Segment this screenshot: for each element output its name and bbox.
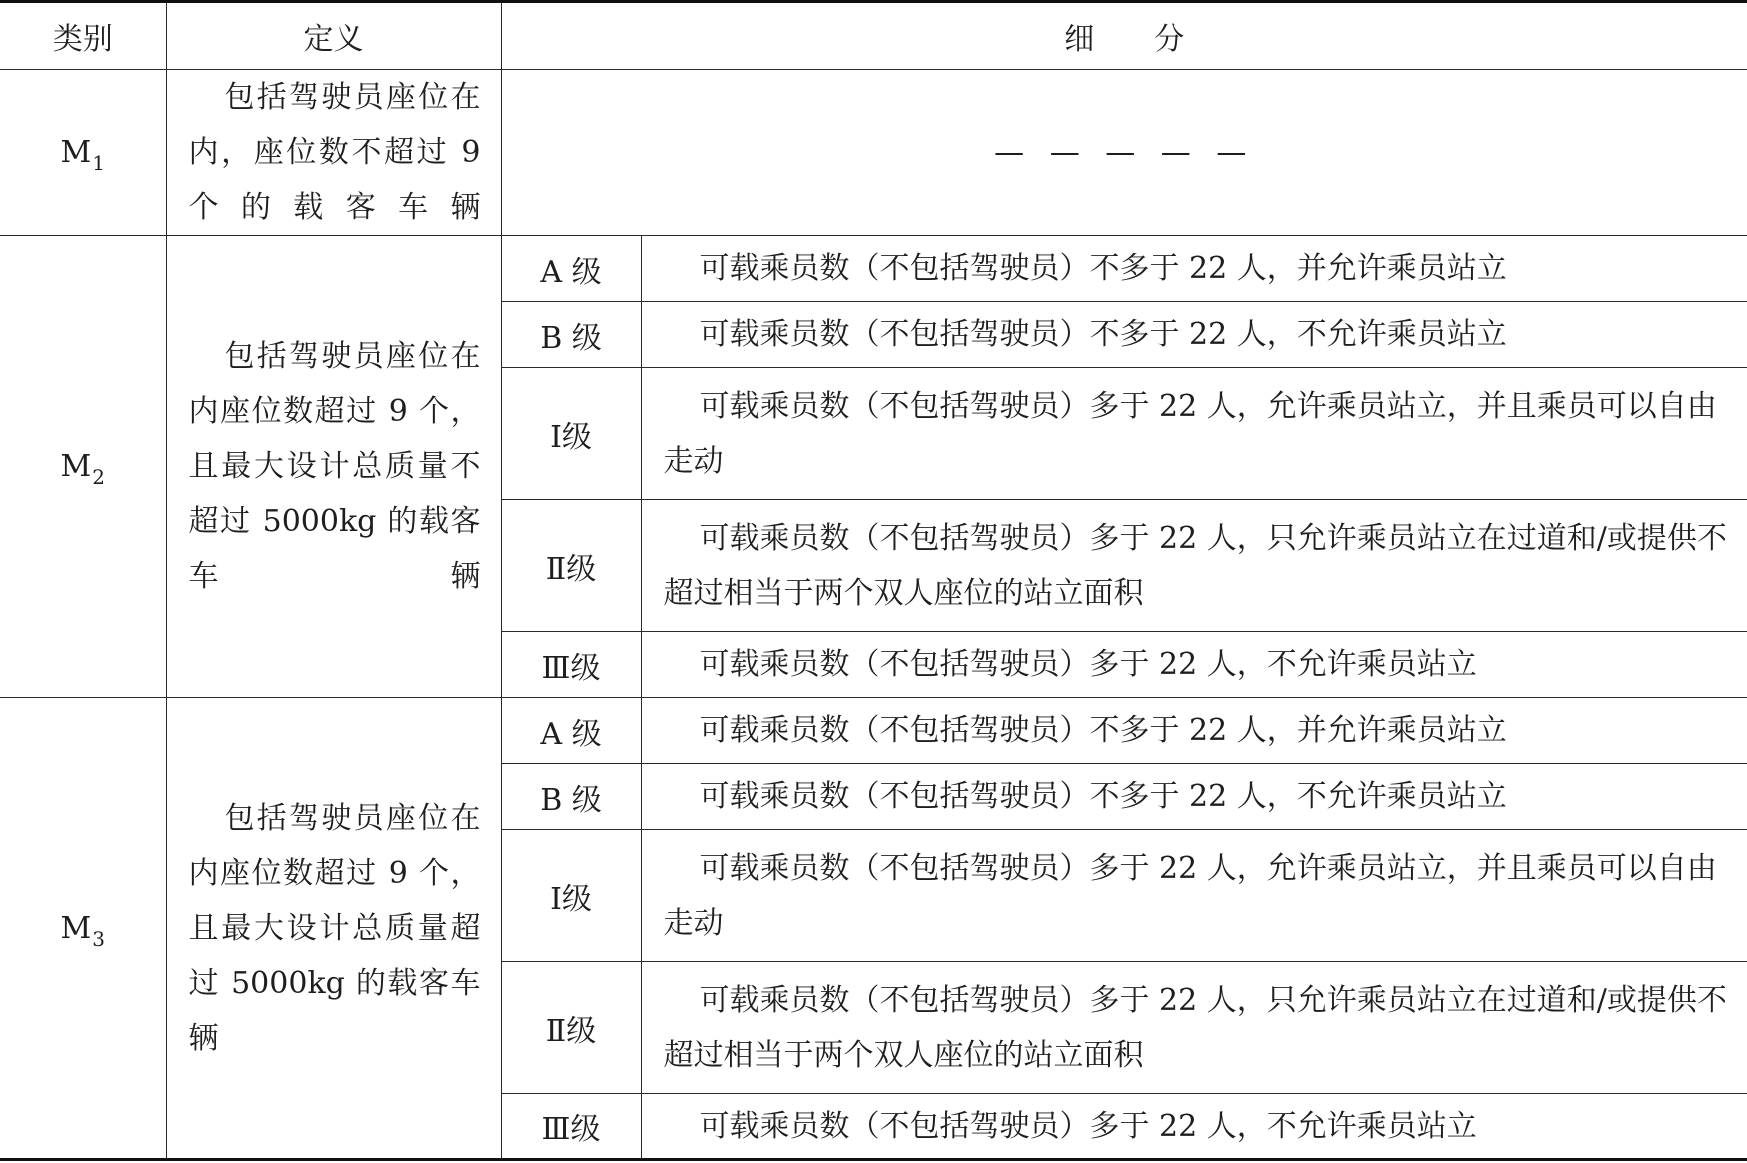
table-row-m3-a xyxy=(0,698,1747,764)
description-text: 可载乘员数（不包括驾驶员）不多于 22 人，不允许乘员站立 xyxy=(699,779,1507,814)
subdivision-m1-none: — — — — — xyxy=(501,70,1747,236)
description-cell xyxy=(641,1094,1747,1160)
category-m1 xyxy=(0,70,166,236)
definition-text: 包括驾驶员座位在内座位数超过 9 个，且最大设计总质量超过 5000kg 的载客车辆 xyxy=(188,800,481,1056)
header-category: 类别 xyxy=(0,2,166,70)
level-cell: A 级 xyxy=(501,698,641,764)
header-row xyxy=(0,2,1747,70)
definition-text: 包括驾驶员座位在内座位数超过 9 个，且最大设计总质量不超过 5000kg 的载客车辆 xyxy=(188,339,481,594)
description-text: 可载乘员数（不包括驾驶员）多于 22 人，只允许乘员站立在过道和/或提供不超过相当于两个双人座位的站立面积 xyxy=(663,982,1727,1073)
description-cell xyxy=(641,830,1747,962)
level-cell: B 级 xyxy=(501,764,641,830)
description-cell xyxy=(641,632,1747,698)
level-cell: B 级 xyxy=(501,302,641,368)
header-definition: 定义 xyxy=(166,2,501,70)
description-text: 可载乘员数（不包括驾驶员）不多于 22 人，并允许乘员站立 xyxy=(699,251,1507,286)
category-m3 xyxy=(0,698,166,1160)
table-row-m2-a xyxy=(0,236,1747,302)
description-cell xyxy=(641,698,1747,764)
category-subscript: 3 xyxy=(92,926,105,951)
description-cell xyxy=(641,764,1747,830)
category-letter: M xyxy=(60,910,92,946)
description-cell xyxy=(641,962,1747,1094)
level-cell: Ⅲ级 xyxy=(501,1094,641,1160)
description-text: 可载乘员数（不包括驾驶员）多于 22 人，不允许乘员站立 xyxy=(699,1108,1477,1144)
level-cell: Ⅰ级 xyxy=(501,368,641,500)
category-m2 xyxy=(0,236,166,698)
definition-m1 xyxy=(166,70,501,236)
description-cell xyxy=(641,368,1747,500)
level-cell: Ⅲ级 xyxy=(501,632,641,698)
description-text: 可载乘员数（不包括驾驶员）多于 22 人，只允许乘员站立在过道和/或提供不超过相当于两个双人座位的站立面积 xyxy=(663,520,1727,611)
level-cell: A 级 xyxy=(501,236,641,302)
category-subscript: 1 xyxy=(92,151,105,175)
definition-text: 包括驾驶员座位在内，座位数不超过 9 个的载客车辆 xyxy=(188,80,481,225)
level-cell: Ⅱ级 xyxy=(501,962,641,1094)
description-text: 可载乘员数（不包括驾驶员）多于 22 人，允许乘员站立，并且乘员可以自由走动 xyxy=(663,850,1717,941)
description-text: 可载乘员数（不包括驾驶员）多于 22 人，不允许乘员站立 xyxy=(699,647,1477,682)
category-letter: M xyxy=(60,135,92,170)
category-subscript: 2 xyxy=(92,465,105,489)
category-letter: M xyxy=(60,449,92,484)
description-cell xyxy=(641,236,1747,302)
level-cell: Ⅰ级 xyxy=(501,830,641,962)
definition-m2 xyxy=(166,236,501,698)
definition-m3 xyxy=(166,698,501,1160)
level-cell: Ⅱ级 xyxy=(501,500,641,632)
description-text: 可载乘员数（不包括驾驶员）不多于 22 人，不允许乘员站立 xyxy=(699,317,1507,352)
description-text: 可载乘员数（不包括驾驶员）多于 22 人，允许乘员站立，并且乘员可以自由走动 xyxy=(663,388,1717,479)
description-text: 可载乘员数（不包括驾驶员）不多于 22 人，并允许乘员站立 xyxy=(699,713,1507,748)
table-row-m1 xyxy=(0,70,1747,236)
header-subdivision: 细 分 xyxy=(501,2,1747,70)
description-cell xyxy=(641,500,1747,632)
description-cell xyxy=(641,302,1747,368)
